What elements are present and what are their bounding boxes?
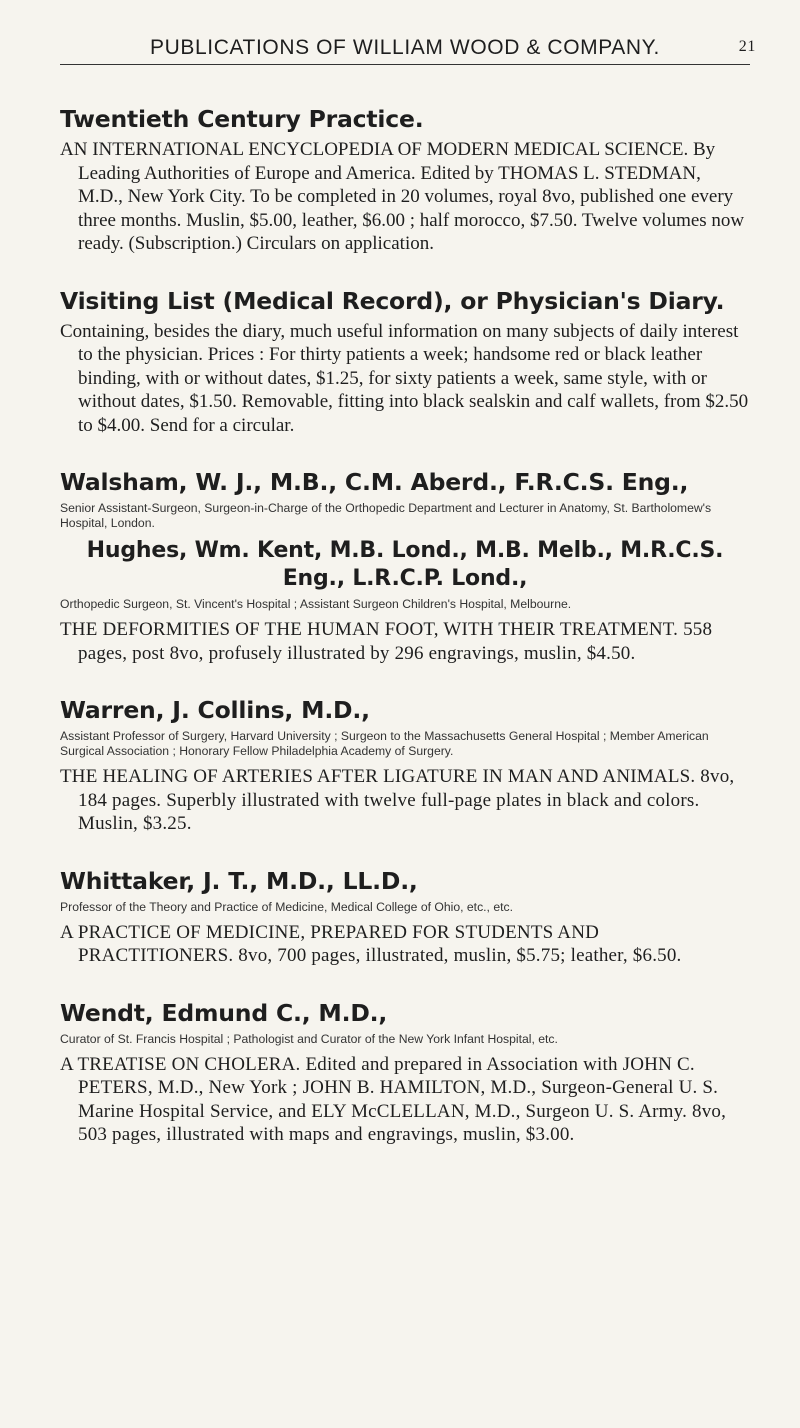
author-credentials: Curator of St. Francis Hospital ; Pathologist and Curator of the New York Infant Hospital, etc.: [60, 1031, 558, 1046]
entry-heading: Warren, J. Collins, M.D.,: [60, 696, 370, 724]
catalog-entry: [60, 467, 750, 665]
catalog-entry: [60, 286, 750, 438]
entry-heading: Walsham, W. J., M.B., C.M. Aberd., F.R.C.S. Eng.,: [60, 468, 689, 496]
catalog-entry: [60, 104, 750, 256]
entry-description: THE DEFORMITIES OF THE HUMAN FOOT, WITH THEIR TREATMENT. 558 pages, post 8vo, profusely illustrated by 296 engravings, muslin, $4.50.: [60, 619, 713, 664]
entry-description: Containing, besides the diary, much useful information on many subjects of daily interest to the physician. Prices : For thirty patients a week; handsome red or black leather binding, with or without dates, $1.25, for sixty patients a week, same style, with or without dates, $1.50. Removable, fitting into black sealskin and calf wallets, from $2.50 to $4.00. Send for a circular.: [60, 320, 749, 436]
running-head: [60, 36, 756, 60]
header-rule: [60, 64, 750, 65]
coauthor-heading: Hughes, Wm. Kent, M.B. Lond., M.B. Melb., M.R.C.S. Eng., L.R.C.P. Lond.,: [86, 538, 724, 591]
running-title: PUBLICATIONS OF WILLIAM WOOD & COMPANY.: [150, 36, 660, 59]
page-number: 21: [738, 38, 756, 55]
catalog-listing: [60, 104, 750, 1177]
entry-description: A TREATISE ON CHOLERA. Edited and prepared in Association with JOHN C. PETERS, M.D., New York ; JOHN B. HAMILTON, M.D., Surgeon-General U. S. Marine Hospital Service, and ELY McCLELLAN, M.D., Surgeon U. S. Army. 8vo, 503 pages, illustrated with maps and engravings, muslin, $3.00.: [60, 1053, 727, 1145]
entry-heading: Twentieth Century Practice.: [60, 105, 424, 133]
coauthor-credentials: Orthopedic Surgeon, St. Vincent's Hospital ; Assistant Surgeon Children's Hospital, Melbourne.: [60, 597, 572, 611]
entry-description: THE HEALING OF ARTERIES AFTER LIGATURE IN MAN AND ANIMALS. 8vo, 184 pages. Superbly illustrated with twelve full-page plates in black and colors. Muslin, $3.25.: [60, 766, 735, 834]
entry-heading: Whittaker, J. T., M.D., LL.D.,: [60, 866, 418, 895]
entry-heading: Wendt, Edmund C., M.D.,: [60, 998, 388, 1027]
entry-description: A PRACTICE OF MEDICINE, PREPARED FOR STUDENTS AND PRACTITIONERS. 8vo, 700 pages, illustrated, muslin, $5.75; leather, $6.50.: [60, 921, 682, 966]
author-credentials: Professor of the Theory and Practice of Medicine, Medical College of Ohio, etc., etc.: [60, 899, 513, 914]
catalog-entry: [60, 695, 750, 836]
entry-heading: Visiting List (Medical Record), or Physician's Diary.: [60, 286, 725, 315]
author-credentials: Assistant Professor of Surgery, Harvard University ; Surgeon to the Massachusetts General Hospital ; Member American Surgical Association ; Honorary Fellow Philadelphia Academy of Surgery.: [60, 729, 709, 758]
catalog-entry: [60, 866, 750, 968]
catalog-entry: [60, 998, 750, 1147]
entry-description: AN INTERNATIONAL ENCYCLOPEDIA OF MODERN MEDICAL SCIENCE. By Leading Authorities of Europe and America. Edited by THOMAS L. STEDMAN, M.D., New York City. To be completed in 20 volumes, royal 8vo, published one every three months. Muslin, $5.00, leather, $6.00 ; half morocco, $7.50. Twelve volumes now ready. (Subscription.) Circulars on application.: [60, 139, 745, 254]
author-credentials: Senior Assistant-Surgeon, Surgeon-in-Charge of the Orthopedic Department and Lecturer in Anatomy, St. Bartholomew's Hospital, London.: [60, 501, 712, 530]
